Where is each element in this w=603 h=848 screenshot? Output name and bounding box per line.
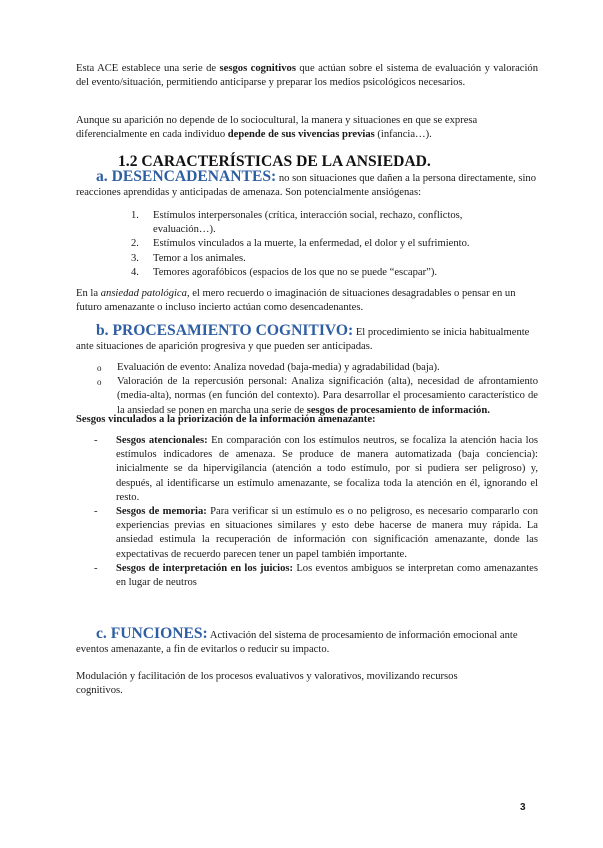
procesamiento-list <box>97 361 538 418</box>
list-item <box>131 252 526 266</box>
list-number: 4. <box>131 266 139 278</box>
procesamiento-intro: El procedimiento se inicia habitualmente ante situaciones de aparición progresiva y que pueden ser anticipadas. <box>76 327 530 353</box>
intro-text: (infancia…). <box>374 129 432 141</box>
funciones-paragraph-2: Modulación y facilitación de los procesos evaluativos y valorativos, movilizando recursos cognitivos. <box>76 671 458 697</box>
desencadenantes-list <box>131 209 526 280</box>
list-item-text: Estímulos interpersonales (crítica, interacción social, rechazo, conflictos, evaluación…). <box>153 210 463 236</box>
procesamiento-heading: b. PROCESAMIENTO COGNITIVO: <box>96 322 354 339</box>
intro-bold-term: sesgos cognitivos <box>219 63 296 74</box>
intro-paragraph-1 <box>76 62 538 90</box>
desencadenantes-heading: a. DESENCADENANTES: <box>96 168 277 185</box>
intro-text: Esta ACE establece una serie de <box>76 63 220 74</box>
list-item-text: Valoración de la repercusión personal: Analiza significación (alta), necesidad de afrontamiento (media-alta), normas (en función del contexto). Para desarrollar el procesamiento característico de la ansiedad se ponen en marcha una serie de <box>117 376 538 416</box>
list-item <box>94 434 538 505</box>
sesgos-heading <box>76 413 538 427</box>
list-item <box>94 505 538 562</box>
sesgo-text: Para verificar si un estímulo es o no peligroso, es necesario compararlo con experiencias previas en situaciones similares y esto debe hacerse de manera muy rápida. La ansiedad estimula la recuperación de información con significación amenazante, donde las expectativas de recuerdo parecen tener un papel también importante. <box>116 506 538 560</box>
list-item <box>97 375 538 418</box>
desencadenantes-intro: no son situaciones que dañen a la persona directamente, sino reacciones aprendidas y anticipadas de amenaza. Son potencialmente ansiógenas: <box>76 173 536 199</box>
italic-term: ansiedad patológica <box>100 288 187 299</box>
section-title: 1.2 CARACTERÍSTICAS DE LA ANSIEDAD. <box>118 153 431 170</box>
page-number: 3 <box>520 802 526 813</box>
list-item-text: Temor a los animales. <box>153 252 246 264</box>
list-number: 1. <box>131 210 139 221</box>
paragraph-text: , el mero recuerdo o imaginación de situaciones desagradables o pensar en un futuro amenazante o incluso incierto actúan como desencadenantes. <box>76 288 516 314</box>
bullet-icon: o <box>97 363 102 373</box>
list-item <box>131 237 526 251</box>
funciones-paragraph <box>76 627 538 657</box>
sesgos-heading-text: Sesgos vinculados a la priorización de la información amenazante: <box>76 414 376 425</box>
sesgo-text: Los eventos ambiguos se interpretan como amenazantes en lugar de neutros <box>116 562 539 589</box>
list-item <box>97 361 538 375</box>
dash-bullet: - <box>94 435 98 446</box>
list-item-text: Estímulos vinculados a la muerte, la enfermedad, el dolor y el sufrimiento. <box>153 238 470 250</box>
dash-bullet: - <box>94 562 98 574</box>
intro-text: que actúan sobre el sistema de evaluación y valoración del evento/situación, permitiendo anticiparse y preparar los medios psicológicos necesarios. <box>76 63 539 89</box>
list-item-text: Evaluación de evento: Analiza novedad (baja-media) y agradabilidad (baja). <box>117 362 440 373</box>
sesgos-list <box>94 434 538 590</box>
list-item-text: Temores agorafóbicos (espacios de los que no se puede “escapar”). <box>153 266 437 278</box>
list-number: 3. <box>131 252 139 264</box>
list-item <box>131 266 526 280</box>
sesgo-label: Sesgos de interpretación en los juicios: <box>116 562 294 574</box>
intro-paragraph-2 <box>76 114 538 142</box>
desencadenantes-paragraph <box>76 170 538 200</box>
list-item <box>94 562 538 590</box>
list-number: 2. <box>131 238 139 250</box>
sesgo-label: Sesgos de memoria: <box>116 506 207 518</box>
sesgo-label: Sesgos atencionales: <box>116 435 208 446</box>
list-item <box>131 209 526 237</box>
intro-bold-term: depende de sus vivencias previas <box>227 129 375 141</box>
funciones-intro: Activación del sistema de procesamiento de información emocional ante eventos amenazante, a fin de evitarlos o reducir su impacto. <box>76 630 518 656</box>
bullet-icon: o <box>97 377 102 388</box>
funciones-heading: c. FUNCIONES: <box>96 625 208 642</box>
list-item-bold: sesgos de procesamiento de información. <box>306 404 490 416</box>
sesgo-text: En comparación con los estímulos neutros, se focaliza la atención hacia los estímulos indicadores de amenaza. Se produce de manera automatizada (baja conciencia): inicialmente se da hipervigilancia (atención a todo estímulo, por si pudiera ser peligroso) y, después, al identificarse un estímulo amenazante, se focaliza toda la atención en él, ignorando el resto. <box>116 435 538 503</box>
paragraph-text: En la <box>76 288 101 299</box>
ansiedad-patologica-paragraph <box>76 287 538 315</box>
procesamiento-paragraph <box>76 324 538 354</box>
dash-bullet: - <box>94 506 98 518</box>
intro-text: Aunque su aparición no depende de lo sociocultural, la manera y situaciones en que se expresa diferencialmente en cada individuo <box>76 115 478 141</box>
